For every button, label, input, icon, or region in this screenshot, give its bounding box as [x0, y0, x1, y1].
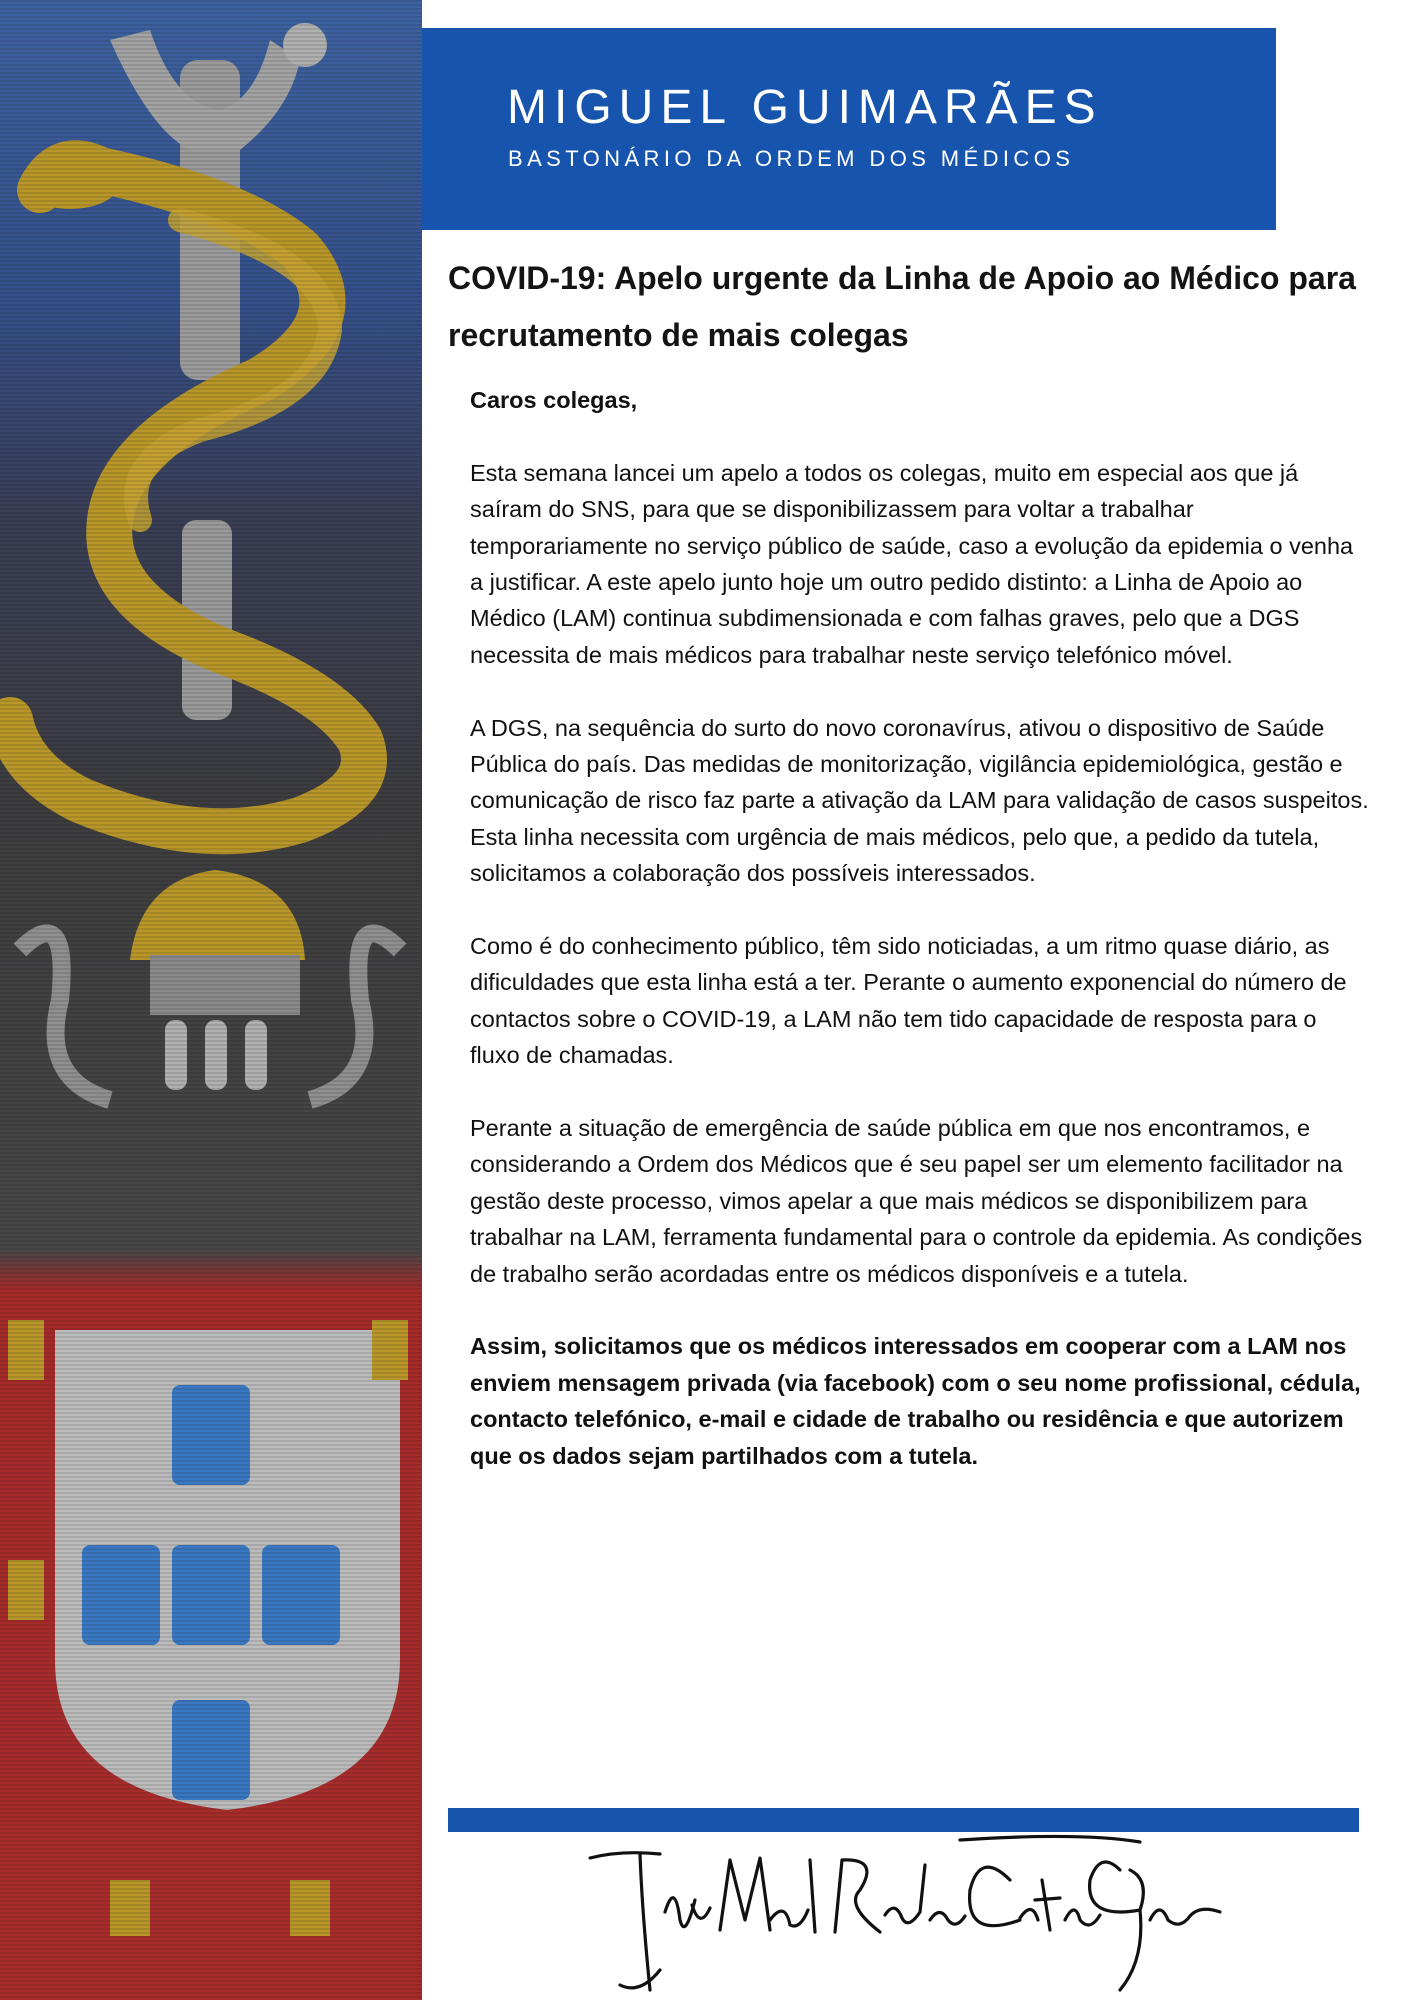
paragraph: Como é do conhecimento público, têm sido noticiadas, a um ritmo quase diário, as dificuldades que esta linha está a ter. Perante o aumento exponencial do número de contactos sobre o COVID-19, a LAM não tem tido capacidade de resposta para o fluxo de chamadas. [470, 933, 1347, 1069]
coat-of-arms-emblem [0, 0, 422, 2000]
author-header [422, 28, 1276, 230]
closing-request: Assim, solicitamos que os médicos interessados em cooperar com a LAM nos enviem mensagem privada (via facebook) com o seu nome profissional, cédula, contacto telefónico, e-mail e cidade de trabalho ou residência e que autorizem que os dados sejam partilhados com a tutela. [470, 1333, 1361, 1469]
article-title: COVID-19: Apelo urgente da Linha de Apoio ao Médico para recrutamento de mais colegas [448, 260, 1356, 353]
paragraph: A DGS, na sequência do surto do novo coronavírus, ativou o dispositivo de Saúde Pública do país. Das medidas de monitorização, vigilância epidemiológica, gestão e comunicação de risco faz parte a ativação da LAM para validação de casos suspeitos. Esta linha necessita com urgência de mais médicos, pelo que, a pedido da tutela, solicitamos a colaboração dos possíveis interessados. [470, 714, 1369, 887]
author-role: BASTONÁRIO DA ORDEM DOS MÉDICOS [508, 146, 1075, 171]
handwritten-signature [580, 1820, 1230, 2000]
paragraph: Esta semana lancei um apelo a todos os colegas, muito em especial aos que já saíram do SNS, para que se disponibilizassem para voltar a trabalhar temporariamente no serviço público de saúde, caso a evolução da epidemia o venha a justificar. A este apelo junto hoje um outro pedido distinto: a Linha de Apoio ao Médico (LAM) continua subdimensionada e com falhas graves, pelo que a DGS necessita de mais médicos para trabalhar neste serviço telefónico móvel. [470, 459, 1354, 668]
letter-body [470, 382, 1370, 1474]
salutation: Caros colegas, [470, 387, 638, 413]
author-name: MIGUEL GUIMARÃES [507, 81, 1103, 134]
paragraph: Perante a situação de emergência de saúde pública em que nos encontramos, e considerando a Ordem dos Médicos que é seu papel ser um elemento facilitador na gestão deste processo, vimos apelar a que mais médicos se disponibilizem para trabalhar na LAM, ferramenta fundamental para o controle da epidemia. As condições de trabalho serão acordadas entre os médicos disponíveis e a tutela. [470, 1115, 1363, 1287]
